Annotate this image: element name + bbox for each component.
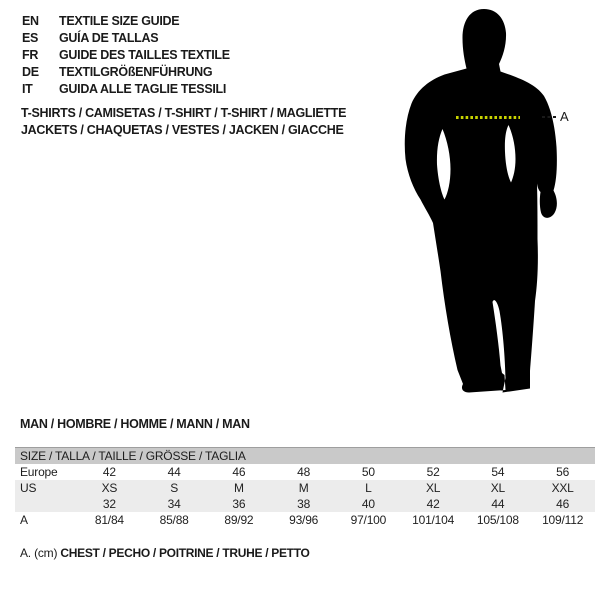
size-cell: 50 [361,465,375,479]
man-silhouette [405,9,557,393]
size-cell: 32 [77,496,142,512]
size-cell: 97/100 [350,513,387,527]
language-code: ES [22,30,39,45]
measurement-footnote [20,546,310,560]
language-label: TEXTILGRÖßENFÜHRUNG [59,64,213,79]
language-code: EN [22,13,39,28]
language-label: GUIDE DES TAILLES TEXTILE [59,47,230,62]
language-label: GUIDA ALLE TAGLIE TESSILI [59,81,227,96]
language-label: GUÍA DE TALLAS [59,30,159,45]
size-cell: 48 [297,465,311,479]
size-cell: 38 [271,496,336,512]
category-line-tshirts: T-SHIRTS / CAMISETAS / T-SHIRT / T-SHIRT / MAGLIETTE [21,106,347,120]
size-cell: 101/104 [412,513,455,527]
size-cell: 93/96 [289,513,319,527]
size-cell: 85/88 [159,513,189,527]
size-cell: 36 [207,496,272,512]
language-code: DE [22,64,39,79]
language-code: IT [22,81,33,96]
size-cell: 54 [491,465,505,479]
table-row-uk [15,496,595,512]
size-cell: M [271,480,336,496]
size-cell: 46 [232,465,246,479]
table-row-europe [15,464,595,480]
table-row-us [15,480,595,496]
size-cell: 42 [102,465,116,479]
size-cell: M [207,480,272,496]
measure-label-a: A [560,109,569,124]
size-cell: 44 [167,465,181,479]
size-cell: 40 [336,496,401,512]
size-table-header-row [15,448,595,465]
size-cell: XXL [530,480,595,496]
size-cell: XS [77,480,142,496]
row-label: A [20,513,28,527]
size-cell: 42 [401,496,466,512]
size-cell: 109/112 [542,513,584,527]
row-label [15,496,77,512]
size-cell: 89/92 [224,513,254,527]
size-cell: 46 [530,496,595,512]
size-table [15,447,595,528]
category-line-jackets: JACKETS / CHAQUETAS / VESTES / JACKEN / GIACCHE [21,123,344,137]
size-cell: L [336,480,401,496]
row-label: Europe [20,465,58,479]
size-cell: S [142,480,207,496]
size-cell: 34 [142,496,207,512]
table-row-chest-a [15,512,595,528]
size-cell: 56 [556,465,570,479]
size-cell: 52 [426,465,440,479]
footnote-text: CHEST / PECHO / POITRINE / TRUHE / PETTO [60,546,310,560]
row-label: US [15,480,77,496]
footnote-prefix: A. (cm) [20,546,58,560]
size-cell: 44 [466,496,531,512]
size-cell: 105/108 [476,513,519,527]
language-code: FR [22,47,39,62]
size-cell: XL [401,480,466,496]
size-cell: 81/84 [94,513,124,527]
size-cell: XL [466,480,531,496]
language-label: TEXTILE SIZE GUIDE [59,13,180,28]
size-table-header: SIZE / TALLA / TAILLE / GRÖSSE / TAGLIA [15,448,595,465]
section-title-man: MAN / HOMBRE / HOMME / MANN / MAN [20,417,250,431]
